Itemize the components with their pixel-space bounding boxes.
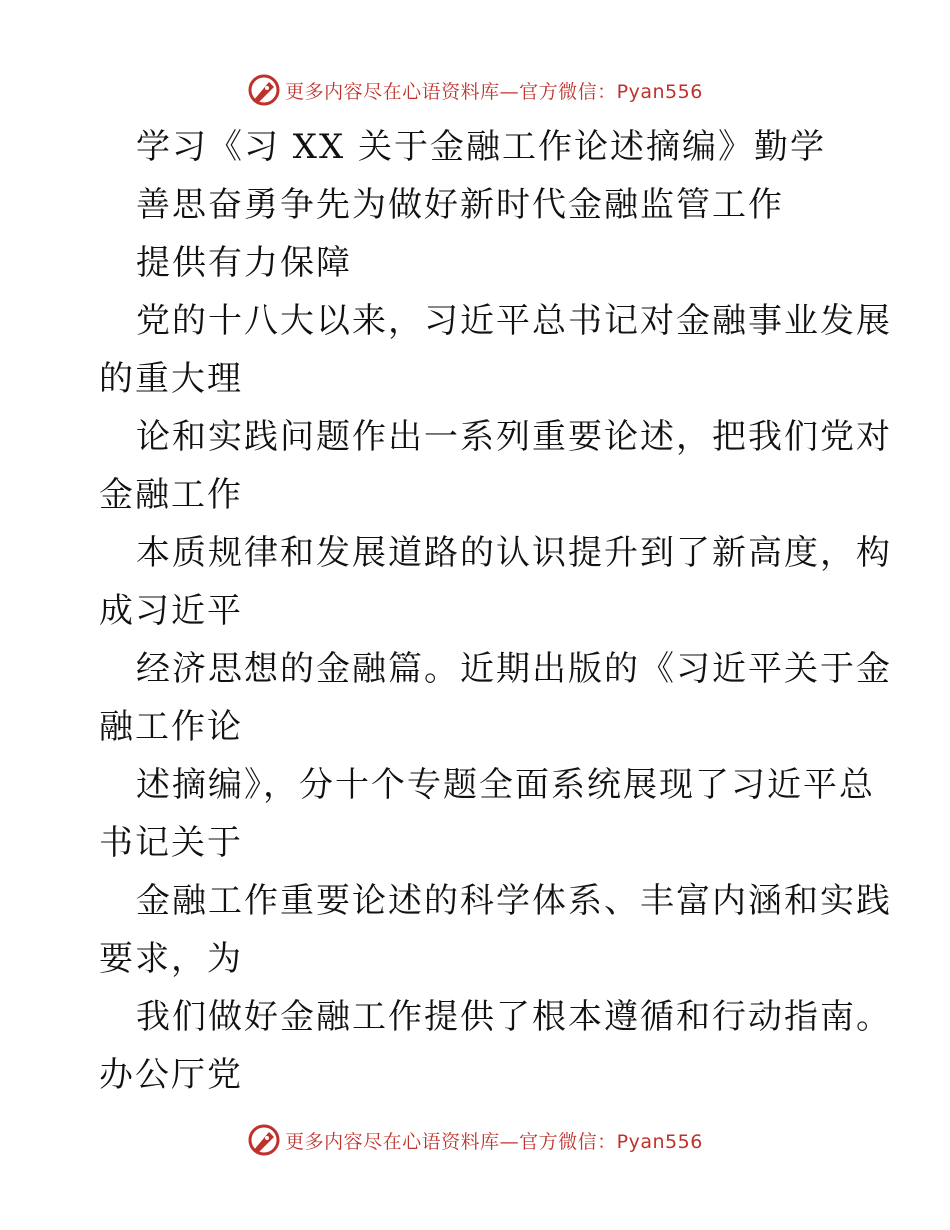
doc-line: 经济思想的金融篇。近期出版的《习近平关于金 (136, 649, 892, 689)
doc-line: 我们做好金融工作提供了根本遵循和行动指南。 (136, 997, 892, 1037)
pen-nib-logo-icon (247, 73, 281, 107)
doc-line: 善思奋勇争先为做好新时代金融监管工作 (136, 185, 784, 225)
doc-line: 成习近平 (99, 591, 243, 631)
banner-wechat-id: Pyan556 (616, 1130, 703, 1153)
doc-line: 党的十八大以来，习近平总书记对金融事业发展 (136, 301, 892, 341)
doc-line: 述摘编》，分十个专题全面系统展现了习近平总 (136, 765, 875, 805)
doc-line: 学习《习 XX 关于金融工作论述摘编》勤学 (136, 127, 827, 167)
banner-slogan: 更多内容尽在心语资料库—官方微信： (285, 1130, 617, 1153)
doc-line: 要求，为 (99, 939, 243, 979)
pen-nib-logo-icon (247, 1123, 281, 1157)
doc-line: 论和实践问题作出一系列重要论述，把我们党对 (136, 417, 892, 457)
header-banner (0, 70, 950, 110)
banner-wechat-id: Pyan556 (616, 80, 703, 103)
banner-slogan: 更多内容尽在心语资料库—官方微信： (285, 80, 617, 103)
banner-text (285, 1127, 703, 1154)
footer-banner (0, 1120, 950, 1160)
doc-line: 金融工作 (99, 475, 243, 515)
doc-line: 办公厅党 (99, 1055, 243, 1095)
banner-text (285, 77, 703, 104)
doc-line: 融工作论 (99, 707, 243, 747)
doc-line: 提供有力保障 (136, 243, 352, 283)
doc-line: 本质规律和发展道路的认识提升到了新高度，构 (136, 533, 892, 573)
doc-line: 金融工作重要论述的科学体系、丰富内涵和实践 (136, 881, 892, 921)
doc-line: 的重大理 (99, 359, 243, 399)
doc-line: 书记关于 (99, 823, 243, 863)
